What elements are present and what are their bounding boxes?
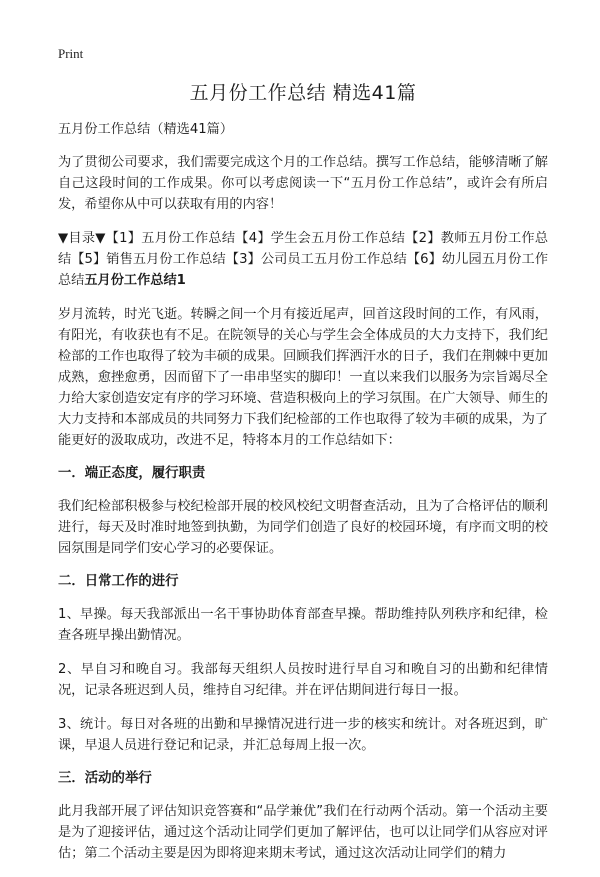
table-of-contents: [58, 228, 548, 291]
body-paragraph: 我们纪检部积极参与校纪检部开展的校风校纪文明督查活动，且为了合格评估的顺利进行，每天及时准时地签到执勤，为同学们创造了良好的校园环境，有序而文明的校园氛围是同学们安心学习的必要保证。: [58, 499, 548, 556]
document-subtitle: 五月份工作总结（精选41篇）: [58, 122, 234, 137]
toc-link-2[interactable]: 【2】教师五月份工作总结: [58, 231, 549, 267]
toc-link-5[interactable]: 【5】销售五月份工作总结: [71, 252, 226, 267]
toc-prefix: ▼目录▼: [58, 231, 106, 246]
body-paragraph: 岁月流转，时光飞逝。转瞬之间一个月有接近尾声，回首这段时间的工作，有风雨，有阳光，有收获也有不足。在院领导的关心与学生会全体成员的大力支持下，我们纪检部的工作也取得了较为丰硕的成果。回顾我们挥洒汗水的日子，我们在荆棘中更加成熟，愈挫愈勇，因而留下了一串串坚实的脚印！一直以来我们以服务为宗旨竭尽全力给大家创造安定有序的学习环境、营造积极向上的学习氛围。在广大领导、师生的大力支持和本部成员的共同努力下我们纪检部的工作也取得了较为丰硕的成果，为了能更好的汲取成功，改进不足，特将本月的工作总结如下：: [58, 307, 548, 448]
toc-link-4[interactable]: 【4】学生会五月份工作总结: [235, 231, 406, 246]
section-heading: 一．端正态度，履行职责: [58, 466, 206, 481]
print-link[interactable]: Print: [58, 46, 84, 61]
section-heading-summary-1: 五月份工作总结1: [84, 273, 186, 288]
list-item: 3、统计。每日对各班的出勤和早操情况进行进一步的核实和统计。对各班迟到，旷课，早退人员进行登记和记录，并汇总每周上报一次。: [58, 717, 548, 753]
list-item: 2、早自习和晚自习。我部每天组织人员按时进行早自习和晚自习的出勤和纪律情况，记录各班迟到人员，维持自习纪律。并在评估期间进行每日一报。: [58, 662, 548, 698]
section-heading: 二．日常工作的进行: [58, 574, 179, 589]
document-body: [58, 78, 548, 877]
list-item: 1、早操。每天我部派出一名干事协助体育部查早操。帮助维持队列秩序和纪律，检查各班早操出勤情况。: [58, 607, 548, 643]
body-paragraph: 此月我部开展了评估知识竞答赛和“品学兼优”我们在行动两个活动。第一个活动主要是为了迎接评估，通过这个活动让同学们更加了解评估，也可以让同学们从容应对评估；第二个活动主要是因为即将迎来期末考试，通过这次活动让同学们的精力: [58, 804, 548, 861]
intro-paragraph: 为了贯彻公司要求，我们需要完成这个月的工作总结。撰写工作总结，能够清晰了解自己这段时间的工作成果。你可以考虑阅读一下“五月份工作总结”，或许会有所启发，希望你从中可以获取有用的内容！: [58, 155, 548, 212]
toc-link-1[interactable]: 【1】五月份工作总结: [105, 231, 236, 246]
toc-link-3[interactable]: 【3】公司员工五月份工作总结: [225, 252, 407, 267]
page-title: 五月份工作总结 精选41篇: [189, 82, 417, 104]
section-heading: 三．活动的举行: [58, 771, 152, 786]
toc-link-6[interactable]: 【6】幼儿园五月份工作总结: [58, 252, 549, 288]
